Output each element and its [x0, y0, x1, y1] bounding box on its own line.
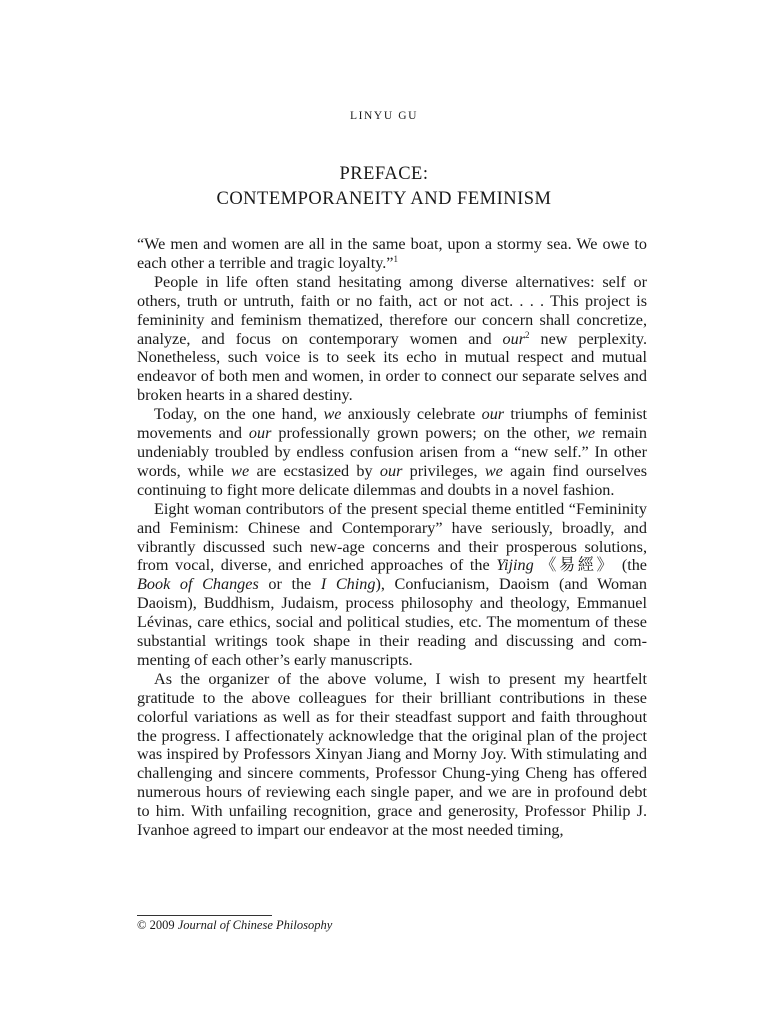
text-run: 《易經》 (the — [533, 556, 647, 575]
running-head-author: LINYU GU — [349, 110, 419, 122]
text-run: ), Confucianism, Daoism (and Woman Daoism), Buddhism, Judaism, process philosophy and theology, Emmanuel Lévinas, care ethics, social and political studies, etc. The momentum of these substantial writings took shape in their reading and discussing and commenting of each other’s early manuscripts. — [137, 575, 648, 669]
text-run: professionally grown powers; on the other, — [271, 424, 578, 443]
emphasis: we — [577, 424, 596, 443]
article-body — [137, 235, 647, 840]
book-title-yijing: Yijing — [496, 556, 534, 575]
emphasis: our — [502, 329, 526, 348]
article-title — [0, 162, 768, 212]
text-run: “We men and women are all in the same boat, upon a stormy sea. We owe to each other a terrible and tragic loyalty.” — [137, 235, 647, 272]
text-run: remain undeniably troubled by endless confusion arisen from a “new self.” In other words, while — [137, 424, 647, 480]
text-run: are ecstasized by — [249, 461, 380, 480]
text-run: People in life often stand hesitating among diverse alternatives: self or others, truth or untruth, faith or no faith, act or not act. . . . This project is femininity and feminism thematized, therefore our concern shall concretize, analyze, and focus on contemporary women and — [137, 272, 647, 348]
copyright-footer — [137, 918, 332, 933]
emphasis: our — [248, 424, 272, 443]
text-run: or the — [258, 575, 321, 594]
paragraph-5 — [137, 670, 647, 840]
emphasis: our — [379, 461, 403, 480]
text-run: triumphs of feminist movements and — [137, 405, 648, 443]
epigraph-paragraph — [137, 235, 647, 273]
footnote-marker-2: 2 — [525, 329, 530, 340]
paragraph-2 — [137, 273, 647, 405]
emphasis: we — [484, 461, 503, 480]
emphasis: we — [231, 461, 250, 480]
text-run: new perplexity. Nonetheless, such voice is to seek its echo in mutual respect and mutual endeavor of both men and women, in order to connect our separate selves and broken hearts in a shared destiny. — [137, 329, 648, 405]
copyright-text: © 2009 — [137, 918, 178, 932]
footnote-marker-1: 1 — [393, 253, 398, 264]
book-title-book-of-changes: Book of Changes — [137, 575, 259, 594]
text-run: again find ourselves continuing to fight more delicate dilemmas and doubts in a novel fashion. — [137, 461, 647, 499]
text-run: privileges, — [402, 461, 485, 480]
journal-name: Journal of Chinese Philosophy — [177, 918, 333, 932]
text-run: As the organizer of the above volume, I wish to present my heartfelt gratitude to the above colleagues for their brilliant contributions in these colorful variations as well as for their steadfast support and faith throughout the progress. I affectionately acknowledge that the original plan of the project was inspired by Professors Xinyan Jiang and Morny Joy. With stimulating and challenging and sincere comments, Professor Chung-ying Cheng has offered numerous hours of reviewing each single paper, and we are in profound debt to him. With unfailing recognition, grace and generosity, Professor Philip J. Ivanhoe agreed to impart our endeavor at the most needed timing, — [137, 669, 647, 840]
book-title-i-ching: I Ching — [320, 575, 376, 594]
footer-divider — [137, 915, 272, 916]
emphasis: our — [481, 405, 505, 424]
paragraph-3 — [137, 405, 647, 500]
article-title-line-1: PREFACE: — [339, 164, 429, 184]
text-run: anxiously celebrate — [341, 405, 482, 424]
paragraph-4 — [137, 500, 647, 670]
text-run: Today, on the one hand, — [154, 405, 324, 424]
emphasis: we — [323, 405, 342, 424]
article-title-line-2: CONTEMPORANEITY AND FEMINISM — [216, 189, 552, 209]
text-run: Eight woman contributors of the present special theme entitled “Femininity and Feminism: Chinese and Contemporary” have seriously, broadly, and vibrantly discussed such new-age concerns and their prosperous solutions, from vocal, diverse, and enriched approaches of the — [137, 499, 647, 575]
